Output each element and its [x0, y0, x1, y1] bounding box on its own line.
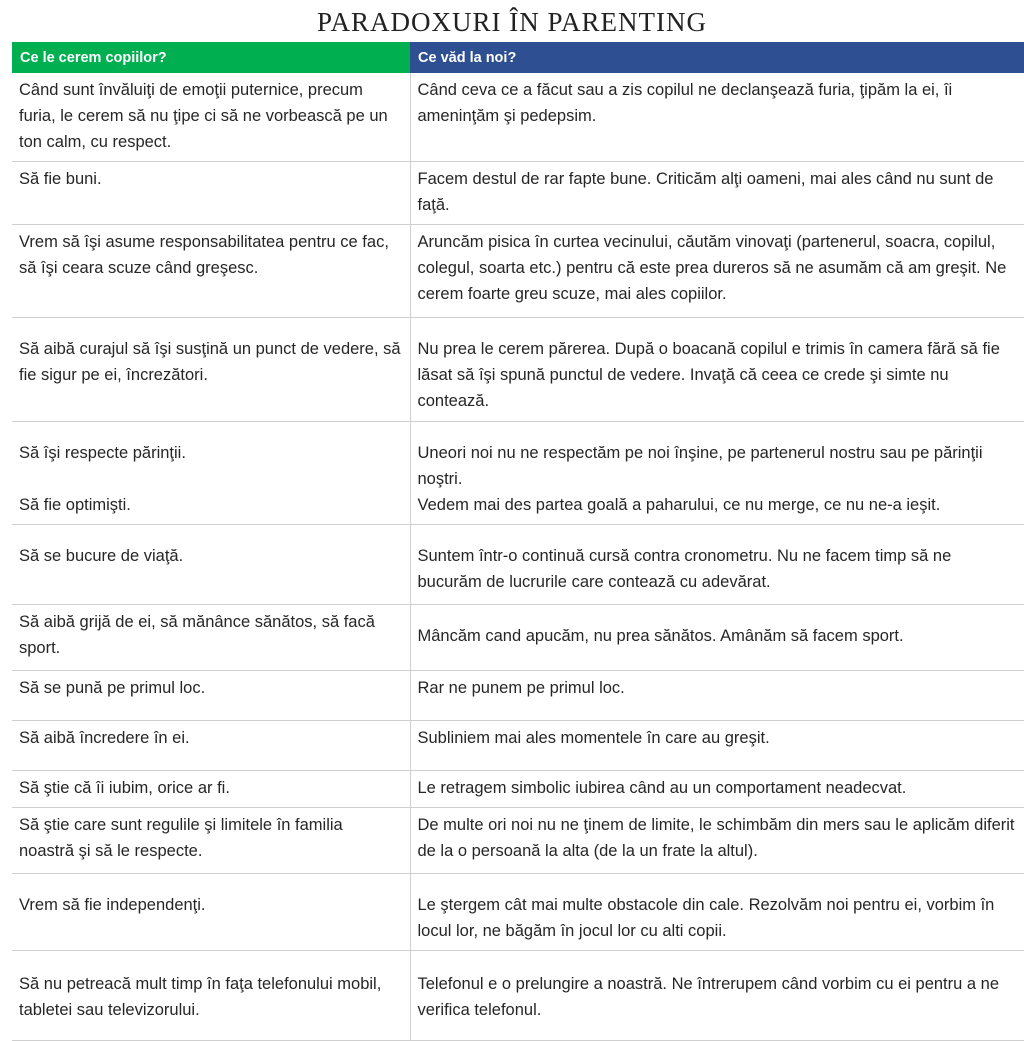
- cell-reality: [410, 951, 1024, 1041]
- cell-text: Să nu petreacă mult timp în faţa telefonului mobil, tabletei sau televizorului.: [19, 975, 382, 1019]
- cell-request: [12, 671, 410, 721]
- cell-reality: [410, 318, 1024, 422]
- cell-text: Vrem să îşi asume responsabilitatea pentru ce fac, să îşi ceara scuze când greşesc.: [19, 233, 389, 277]
- table-row: [12, 771, 1024, 808]
- cell-text: Uneori noi nu ne respectăm pe noi înşine, pe partenerul nostru sau pe părinţii noştri.: [417, 444, 983, 488]
- table-row: [12, 808, 1024, 874]
- table-row: [12, 605, 1024, 671]
- cell-text: Să ştie care sunt regulile şi limitele în familia noastră şi să le respecte.: [19, 816, 343, 860]
- page-title: PARADOXURI ÎN PARENTING: [316, 7, 708, 37]
- table-row: [12, 73, 1024, 162]
- cell-text: Vrem să fie independenţi.: [19, 896, 206, 914]
- cell-text: De multe ori noi nu ne ţinem de limite, le schimbăm din mers sau le aplicăm diferit de la o persoană la alta (de la un frate la altul).: [417, 816, 1015, 860]
- cell-text: Să aibă grijă de ei, să mănânce sănătos, să facă sport.: [19, 613, 375, 657]
- cell-text: Când sunt învăluiţi de emoţii puternice, precum furia, le cerem să nu ţipe ci să ne vorbească pe un ton calm, cu respect.: [19, 81, 388, 151]
- header-left: Ce le cerem copiilor?: [12, 42, 410, 73]
- cell-reality: [410, 422, 1024, 525]
- cell-text: Când ceva ce a făcut sau a zis copilul ne declanşează furia, ţipăm la ei, îi ameninţăm şi pedepsim.: [417, 81, 953, 125]
- table-row: [12, 951, 1024, 1041]
- cell-reality: [410, 162, 1024, 225]
- table-row: [12, 422, 1024, 525]
- cell-reality: [410, 771, 1024, 808]
- table-body: [12, 73, 1024, 1041]
- cell-request: [12, 225, 410, 318]
- cell-text: Telefonul e o prelungire a noastră. Ne întrerupem când vorbim cu ei pentru a ne verifica telefonul.: [417, 975, 1000, 1019]
- cell-text: Să se bucure de viaţă.: [19, 547, 184, 565]
- cell-text: Mâncăm cand apucăm, nu prea sănătos. Amânăm să facem sport.: [417, 627, 904, 645]
- table-row: [12, 525, 1024, 605]
- table-row: [12, 225, 1024, 318]
- cell-reality: [410, 73, 1024, 162]
- cell-text: Le retragem simbolic iubirea când au un comportament neadecvat.: [417, 779, 907, 797]
- cell-text: Să aibă curajul să îşi susţină un punct de vedere, să fie sigur pe ei, încrezători.: [19, 340, 401, 384]
- cell-text: Le ştergem cât mai multe obstacole din cale. Rezolvăm noi pentru ei, vorbim în locul lor, ne băgăm în jocul lor cu alti copii.: [417, 896, 995, 940]
- cell-text: Rar ne punem pe primul loc.: [417, 679, 625, 697]
- cell-text: Vedem mai des partea goală a paharului, ce nu merge, ce nu ne-a ieşit.: [417, 496, 941, 514]
- cell-request: [12, 605, 410, 671]
- cell-text: Nu prea le cerem părerea. După o boacană copilul e trimis în camera fără să fie lăsat să îşi spună punctul de vedere. Invaţă că ceea ce crede şi simte nu contează.: [417, 340, 1000, 410]
- cell-reality: [410, 721, 1024, 771]
- paradox-table: [12, 42, 1024, 1041]
- table-header-row: [12, 42, 1024, 73]
- cell-text: Aruncăm pisica în curtea vecinului, căutăm vinovaţi (partenerul, soacra, copilul, colegul, soarta etc.) pentru că este prea dureros să ne asumăm că am greşit. Ne cerem foarte greu scuze, mai ales copiilor.: [417, 233, 1007, 303]
- cell-request: [12, 951, 410, 1041]
- cell-request: [12, 73, 410, 162]
- cell-reality: [410, 605, 1024, 671]
- cell-reality: [410, 671, 1024, 721]
- table-row: [12, 721, 1024, 771]
- cell-request: [12, 874, 410, 951]
- cell-text: Să îşi respecte părinţii.: [19, 444, 186, 462]
- cell-text: Subliniem mai ales momentele în care au greşit.: [417, 729, 770, 747]
- cell-request: [12, 771, 410, 808]
- table-row: [12, 318, 1024, 422]
- table-row: [12, 874, 1024, 951]
- cell-text: Facem destul de rar fapte bune. Criticăm alţi oameni, mai ales când nu sunt de faţă.: [417, 170, 994, 214]
- cell-request: [12, 808, 410, 874]
- cell-text: Să se pună pe primul loc.: [19, 679, 206, 697]
- cell-text: Suntem într-o continuă cursă contra cronometru. Nu ne facem timp să ne bucurăm de lucrurile care contează cu adevărat.: [417, 547, 952, 591]
- cell-text: Să ştie că îi iubim, orice ar fi.: [19, 779, 230, 797]
- cell-request: [12, 318, 410, 422]
- cell-request: [12, 162, 410, 225]
- cell-text: Să aibă încredere în ei.: [19, 729, 190, 747]
- cell-request: [12, 525, 410, 605]
- cell-reality: [410, 808, 1024, 874]
- header-right: Ce văd la noi?: [410, 42, 1024, 73]
- cell-reality: [410, 225, 1024, 318]
- cell-text: Să fie optimişti.: [19, 496, 131, 514]
- cell-reality: [410, 874, 1024, 951]
- cell-request: [12, 721, 410, 771]
- cell-reality: [410, 525, 1024, 605]
- table-row: [12, 671, 1024, 721]
- cell-text: Să fie buni.: [19, 170, 102, 188]
- table-row: [12, 162, 1024, 225]
- cell-request: [12, 422, 410, 525]
